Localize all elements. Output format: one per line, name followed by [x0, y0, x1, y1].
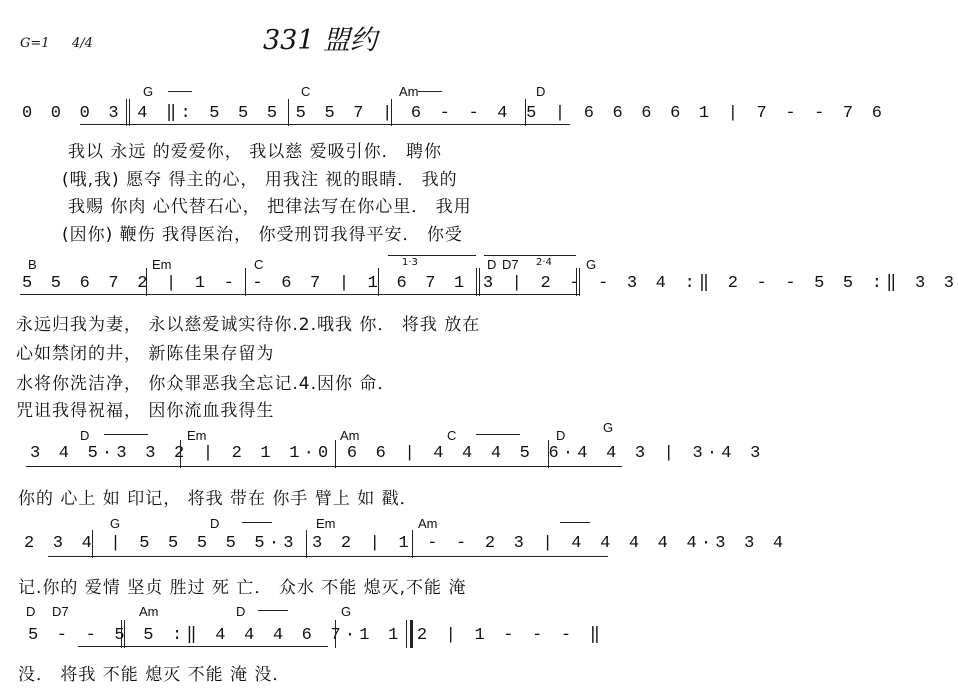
- chord-label: Em: [152, 257, 172, 272]
- barline: [335, 440, 336, 468]
- barline: [525, 99, 526, 126]
- lyric-line: 永远归我为妻， 永以慈爱诚实待你.2.哦我 你． 将我 放在: [16, 315, 481, 335]
- chord-label: D7: [502, 257, 519, 272]
- barline: [378, 268, 379, 296]
- repeat-barline: [121, 620, 122, 648]
- chord-label: Am: [139, 604, 159, 619]
- chord-label: D: [210, 516, 220, 531]
- beam-line: [78, 646, 328, 647]
- lyric-line: 水将你洗洁净， 你众罪恶我全忘记.4.因你 命．: [16, 374, 396, 394]
- barline: [92, 530, 93, 558]
- notation-line: 2 3 4 | 5 5 5 5 5·3 3 2 | 1 - - 2 3 | 4 4 4 4 4·3 3 4: [24, 534, 788, 553]
- repeat-barline: [476, 268, 477, 296]
- tie-mark: [104, 434, 148, 435]
- notation-line: 3 4 5·3 3 2 | 2 1 1·0 6 6 | 4 4 4 5 6·4 4 3 | 3·4 3: [30, 444, 765, 463]
- chord-label: G: [143, 84, 154, 99]
- volta-bracket: [388, 255, 476, 256]
- page-title: 331 盟约: [262, 25, 378, 56]
- lyric-line: 咒诅我得祝福， 因你流血我得生: [16, 401, 275, 421]
- repeat-barline: [579, 268, 580, 296]
- barline: [180, 440, 181, 468]
- tie-mark: [258, 610, 288, 611]
- tie-mark: [560, 522, 590, 523]
- lyric-line: (因你) 鞭伤 我得医治， 你受刑罚我得平安． 你受: [62, 225, 463, 245]
- chord-label: D: [536, 84, 546, 99]
- barline: [245, 268, 246, 296]
- barline: [548, 440, 549, 468]
- lyric-line: 记.你的 爱情 坚贞 胜过 死 亡． 众水 不能 熄灭,不能 淹: [18, 578, 467, 598]
- lyric-line: (哦,我) 愿夺 得主的心， 用我注 视的眼睛． 我的: [62, 170, 458, 190]
- chord-label: Em: [187, 428, 207, 443]
- beam-line: [48, 556, 608, 557]
- notation-line: 0 0 0 3 4 ‖: 5 5 5 5 5 7 | 6 - - 4 5 | 6 6 6 6 1 | 7 - - 7 6: [22, 104, 887, 123]
- chord-label: G: [110, 516, 121, 531]
- chord-label: C: [254, 257, 264, 272]
- repeat-barline: [576, 268, 577, 296]
- repeat-barline: [129, 99, 130, 126]
- chord-label: C: [301, 84, 311, 99]
- notation-line: 5 - - 5 5 :‖ 4 4 4 6 7·1 1 2 | 1 - - - ‖: [28, 626, 605, 645]
- repeat-barline: [126, 99, 127, 126]
- repeat-barline: [479, 268, 480, 296]
- tie-mark: [476, 434, 520, 435]
- volta-label: 2·4: [536, 257, 552, 268]
- chord-label: C: [447, 428, 457, 443]
- lyric-line: 我赐 你肉 心代替石心， 把律法写在你心里． 我用: [68, 197, 472, 217]
- barline: [335, 620, 336, 648]
- tie-mark: [168, 91, 192, 92]
- beam-line: [80, 124, 570, 125]
- final-barline: [410, 620, 413, 648]
- beam-line: [26, 466, 622, 467]
- beam-line: [20, 294, 580, 295]
- chord-label: Am: [418, 516, 438, 531]
- repeat-barline: [124, 620, 125, 648]
- chord-label: G: [603, 420, 614, 435]
- lyric-line: 没． 将我 不能 熄灭 不能 淹 没．: [18, 665, 291, 685]
- tie-mark: [242, 522, 272, 523]
- volta-label: 1·3: [402, 257, 418, 268]
- notation-line: 5 5 6 7 2 | 1 - - 6 7 | 1 6 7 1 3 | 2 - - 3 4 :‖ 2 - - 5 5 :‖ 3 3: [22, 274, 958, 293]
- barline: [146, 268, 147, 296]
- chord-label: D: [556, 428, 566, 443]
- lyric-line: 心如禁闭的井， 新陈佳果存留为: [16, 344, 275, 364]
- chord-label: Em: [316, 516, 336, 531]
- chord-label: D: [80, 428, 90, 443]
- tie-mark: [418, 91, 442, 92]
- lyric-line: 你的 心上 如 印记， 将我 带在 你手 臂上 如 戳．: [18, 489, 418, 509]
- chord-label: D: [487, 257, 497, 272]
- volta-bracket: [484, 255, 576, 256]
- chord-label: D: [236, 604, 246, 619]
- chord-label: G: [586, 257, 597, 272]
- lyric-line: 我以 永远 的爱爱你， 我以慈 爱吸引你． 聘你: [68, 142, 443, 162]
- barline: [391, 99, 392, 126]
- chord-label: D: [26, 604, 36, 619]
- time-signature: 4/4: [72, 36, 93, 51]
- chord-label: G: [341, 604, 352, 619]
- chord-label: D7: [52, 604, 69, 619]
- final-barline: [406, 620, 407, 648]
- barline: [306, 530, 307, 558]
- barline: [288, 99, 289, 126]
- key-signature: G=1: [20, 36, 50, 51]
- chord-label: B: [28, 257, 37, 272]
- chord-label: Am: [340, 428, 360, 443]
- barline: [412, 530, 413, 558]
- chord-label: Am: [399, 84, 419, 99]
